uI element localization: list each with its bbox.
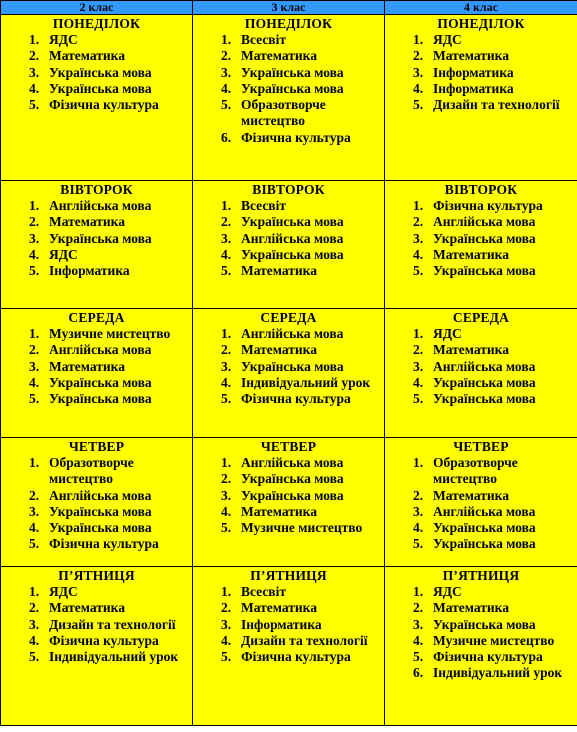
lesson-item <box>385 342 577 358</box>
lesson-number: 4. <box>413 80 424 96</box>
lesson-number: 4. <box>29 520 40 536</box>
lesson-list <box>193 455 384 536</box>
lesson-item <box>193 48 384 64</box>
lesson-item <box>193 617 384 633</box>
lesson-item <box>1 536 192 552</box>
lesson-item <box>193 633 384 649</box>
lesson-list <box>385 326 577 407</box>
lesson-item <box>385 391 577 407</box>
lesson-subject: Образотворче мистецтво <box>241 97 326 129</box>
lesson-number: 1. <box>221 455 232 470</box>
lesson-subject: ЯДС <box>433 326 462 341</box>
lesson-number: 4. <box>29 632 40 648</box>
lesson-number: 3. <box>221 616 232 632</box>
lesson-subject: Математика <box>49 214 126 230</box>
lesson-item <box>385 600 577 616</box>
lesson-subject: Всесвіт <box>241 32 286 47</box>
day-cell <box>1 438 193 567</box>
lesson-number: 2. <box>221 342 232 358</box>
lesson-number: 4. <box>221 80 232 96</box>
lesson-subject: Українська мова <box>433 616 536 632</box>
lesson-subject: Інформатика <box>433 80 514 96</box>
day-cell <box>385 309 577 438</box>
day-cell <box>1 309 193 438</box>
lesson-item <box>385 214 577 230</box>
lesson-number: 4. <box>413 374 424 390</box>
lesson-number: 3. <box>29 616 40 632</box>
lesson-item <box>385 375 577 391</box>
lesson-number: 6. <box>221 129 232 145</box>
lesson-item <box>385 455 577 488</box>
lesson-subject: Українська мова <box>49 503 152 519</box>
lesson-number: 3. <box>29 358 40 374</box>
lesson-subject: Українська мова <box>433 263 536 279</box>
lesson-subject: Англійська мова <box>49 487 152 503</box>
lesson-item <box>1 600 192 616</box>
lesson-number: 3. <box>29 230 40 246</box>
day-cell <box>385 181 577 309</box>
lesson-number: 3. <box>221 358 232 374</box>
lesson-item <box>193 600 384 616</box>
lesson-number: 5. <box>413 97 424 113</box>
day-title: П’ЯТНИЦЯ <box>442 568 520 583</box>
lesson-number: 3. <box>221 230 232 246</box>
lesson-subject: Математика <box>241 263 318 279</box>
lesson-item <box>193 584 384 600</box>
lesson-subject: Українська мова <box>241 64 344 80</box>
lesson-number: 5. <box>29 97 40 113</box>
lesson-item <box>1 263 192 279</box>
lesson-item <box>193 198 384 214</box>
lesson-subject: Фізична культура <box>433 649 543 665</box>
lesson-number: 1. <box>221 198 232 213</box>
lesson-item <box>193 391 384 407</box>
lesson-item <box>193 231 384 247</box>
lesson-subject: Математика <box>241 503 318 519</box>
day-title: П’ЯТНИЦЯ <box>58 568 135 583</box>
lesson-item <box>385 97 577 113</box>
lesson-number: 3. <box>413 616 424 632</box>
lesson-item <box>1 214 192 230</box>
lesson-item <box>193 471 384 487</box>
lesson-item <box>385 247 577 263</box>
lesson-number: 2. <box>29 600 40 616</box>
lesson-number: 1. <box>29 584 40 599</box>
lesson-item <box>1 198 192 214</box>
lesson-list <box>1 326 192 407</box>
lesson-subject: Українська мова <box>433 230 536 246</box>
lesson-subject: Фізична культура <box>241 129 351 145</box>
lesson-subject: Дизайн та технології <box>241 632 368 648</box>
lesson-subject: Українська мова <box>241 358 344 374</box>
lesson-item <box>1 375 192 391</box>
lesson-subject: ЯДС <box>49 32 78 47</box>
lesson-number: 2. <box>221 214 232 230</box>
lesson-number: 4. <box>29 246 40 262</box>
lesson-number: 5. <box>413 391 424 407</box>
lesson-subject: Фізична культура <box>433 198 543 213</box>
lesson-item <box>1 359 192 375</box>
lesson-subject: Українська мова <box>433 374 536 390</box>
lesson-item <box>385 617 577 633</box>
lesson-number: 1. <box>29 198 40 213</box>
lesson-subject: Англійська мова <box>241 230 344 246</box>
lesson-item <box>193 32 384 48</box>
day-cell <box>193 309 385 438</box>
lesson-number: 4. <box>29 80 40 96</box>
class-header: 3 клас <box>193 1 385 15</box>
day-cell <box>193 567 385 726</box>
lesson-subject: Фізична культура <box>49 536 159 552</box>
lesson-item <box>1 65 192 81</box>
lesson-item <box>385 488 577 504</box>
lesson-item <box>385 65 577 81</box>
lesson-number: 1. <box>29 455 40 470</box>
lesson-list <box>193 584 384 665</box>
lesson-number: 3. <box>221 64 232 80</box>
day-title: СЕРЕДА <box>452 310 510 325</box>
lesson-number: 2. <box>29 342 40 358</box>
lesson-subject: Математика <box>433 342 510 358</box>
lesson-subject: Математика <box>241 48 318 64</box>
lesson-number: 4. <box>413 246 424 262</box>
lesson-number: 5. <box>221 391 232 407</box>
lesson-item <box>385 520 577 536</box>
lesson-list <box>193 326 384 407</box>
day-title: ПОНЕДІЛОК <box>437 16 525 31</box>
day-cell <box>385 438 577 567</box>
lesson-number: 3. <box>413 230 424 246</box>
lesson-subject: Математика <box>433 600 510 616</box>
lesson-subject: Англійська мова <box>49 342 152 358</box>
lesson-number: 1. <box>413 584 424 599</box>
lesson-number: 1. <box>29 326 40 341</box>
lesson-number: 3. <box>413 358 424 374</box>
lesson-subject: ЯДС <box>49 246 78 262</box>
day-cell <box>193 181 385 309</box>
lesson-subject: Українська мова <box>241 471 344 487</box>
day-title: СЕРЕДА <box>68 310 125 325</box>
lesson-number: 2. <box>413 342 424 358</box>
lesson-subject: Англійська мова <box>241 455 344 470</box>
lesson-subject: Математика <box>433 487 510 503</box>
lesson-number: 3. <box>29 503 40 519</box>
lesson-subject: ЯДС <box>433 584 462 599</box>
lesson-number: 2. <box>221 48 232 64</box>
lesson-subject: Всесвіт <box>241 198 286 213</box>
lesson-number: 2. <box>413 48 424 64</box>
lesson-subject: Фізична культура <box>49 97 159 113</box>
lesson-number: 1. <box>29 32 40 47</box>
lesson-item <box>1 455 192 488</box>
lesson-subject: Індивідуальний урок <box>433 665 563 681</box>
lesson-subject: Українська мова <box>49 64 152 80</box>
day-row <box>1 438 577 567</box>
lesson-subject: Математика <box>49 600 126 616</box>
lesson-number: 4. <box>221 246 232 262</box>
lesson-number: 4. <box>413 520 424 536</box>
lesson-list <box>385 32 577 113</box>
lesson-subject: Математика <box>241 600 318 616</box>
lesson-item <box>193 326 384 342</box>
lesson-item <box>385 198 577 214</box>
lesson-subject: Українська мова <box>241 246 344 262</box>
lesson-number: 2. <box>413 214 424 230</box>
lesson-item <box>193 649 384 665</box>
lesson-subject: Музичне мистецтво <box>49 326 171 341</box>
lesson-subject: Англійська мова <box>241 326 344 341</box>
lesson-item <box>385 665 577 681</box>
lesson-number: 3. <box>29 64 40 80</box>
lesson-item <box>1 504 192 520</box>
day-cell <box>1 181 193 309</box>
lesson-number: 2. <box>221 471 232 487</box>
lesson-subject: Фізична культура <box>241 649 351 665</box>
lesson-item <box>193 455 384 471</box>
lesson-number: 4. <box>29 374 40 390</box>
lesson-number: 2. <box>29 48 40 64</box>
lesson-number: 1. <box>413 455 424 470</box>
lesson-item <box>1 81 192 97</box>
lesson-number: 3. <box>413 64 424 80</box>
lesson-list <box>1 455 192 553</box>
lesson-subject: Індивідуальний урок <box>49 649 179 665</box>
lesson-subject: Українська мова <box>49 80 152 96</box>
lesson-item <box>1 247 192 263</box>
lesson-subject: Математика <box>49 48 126 64</box>
lesson-item <box>1 32 192 48</box>
lesson-number: 3. <box>221 487 232 503</box>
lesson-subject: Дизайн та технології <box>433 97 560 113</box>
lesson-number: 5. <box>221 520 232 536</box>
lesson-item <box>385 584 577 600</box>
lesson-item <box>385 649 577 665</box>
lesson-number: 5. <box>29 649 40 665</box>
lesson-subject: Українська мова <box>433 520 536 536</box>
lesson-item <box>385 326 577 342</box>
lesson-item <box>193 81 384 97</box>
lesson-item <box>193 247 384 263</box>
day-title: ВІВТОРОК <box>444 182 518 197</box>
lesson-number: 4. <box>221 374 232 390</box>
lesson-number: 1. <box>413 32 424 47</box>
lesson-item <box>385 231 577 247</box>
lesson-list <box>1 198 192 279</box>
lesson-item <box>193 504 384 520</box>
lesson-number: 2. <box>29 214 40 230</box>
lesson-item <box>385 536 577 552</box>
lesson-item <box>1 584 192 600</box>
lesson-subject: Англійська мова <box>433 503 536 519</box>
day-title: СЕРЕДА <box>260 310 317 325</box>
lesson-list <box>385 455 577 553</box>
lesson-number: 5. <box>413 649 424 665</box>
day-row <box>1 567 577 726</box>
lesson-subject: Англійська мова <box>433 358 536 374</box>
lesson-item <box>1 48 192 64</box>
lesson-number: 2. <box>221 600 232 616</box>
lesson-item <box>385 633 577 649</box>
lesson-list <box>193 198 384 279</box>
lesson-subject: Англійська мова <box>49 198 152 213</box>
lesson-number: 5. <box>413 263 424 279</box>
lesson-subject: Образотворче мистецтво <box>49 455 134 487</box>
day-cell <box>385 15 577 181</box>
lesson-subject: ЯДС <box>433 32 462 47</box>
lesson-subject: Українська мова <box>241 214 344 230</box>
lesson-subject: Українська мова <box>49 391 152 407</box>
lesson-number: 4. <box>221 632 232 648</box>
lesson-subject: Українська мова <box>49 520 152 536</box>
lesson-number: 5. <box>221 97 232 113</box>
lesson-item <box>193 375 384 391</box>
class-header: 2 клас <box>1 1 193 15</box>
lesson-number: 3. <box>413 503 424 519</box>
lesson-item <box>385 504 577 520</box>
day-title: ЧЕТВЕР <box>68 439 125 454</box>
lesson-list <box>1 32 192 113</box>
day-cell <box>193 438 385 567</box>
lesson-list <box>1 584 192 665</box>
lesson-subject: Українська мова <box>49 230 152 246</box>
day-title: ЧЕТВЕР <box>260 439 317 454</box>
schedule-body <box>1 15 577 726</box>
lesson-subject: Дизайн та технології <box>49 616 176 632</box>
lesson-item <box>1 617 192 633</box>
day-row <box>1 309 577 438</box>
lesson-item <box>193 488 384 504</box>
lesson-item <box>193 520 384 536</box>
lesson-item <box>385 359 577 375</box>
day-title: ЧЕТВЕР <box>453 439 509 454</box>
lesson-subject: Музичне мистецтво <box>433 632 555 648</box>
day-cell <box>193 15 385 181</box>
lesson-number: 5. <box>29 263 40 279</box>
lesson-item <box>193 130 384 146</box>
lesson-subject: Інформатика <box>241 616 322 632</box>
lesson-number: 5. <box>29 536 40 552</box>
lesson-subject: Фізична культура <box>241 391 351 407</box>
lesson-item <box>193 359 384 375</box>
day-cell <box>1 567 193 726</box>
lesson-list <box>193 32 384 146</box>
lesson-item <box>1 97 192 113</box>
lesson-list <box>385 584 577 682</box>
lesson-number: 2. <box>413 600 424 616</box>
lesson-number: 4. <box>221 503 232 519</box>
day-row <box>1 15 577 181</box>
lesson-subject: Українська мова <box>241 487 344 503</box>
lesson-subject: Українська мова <box>49 374 152 390</box>
lesson-number: 1. <box>413 198 424 213</box>
lesson-item <box>385 81 577 97</box>
lesson-item <box>1 231 192 247</box>
lesson-item <box>1 342 192 358</box>
day-title: ВІВТОРОК <box>252 182 325 197</box>
lesson-item <box>193 342 384 358</box>
lesson-list <box>385 198 577 279</box>
lesson-subject: Інформатика <box>49 263 130 279</box>
lesson-number: 5. <box>221 263 232 279</box>
lesson-item <box>1 633 192 649</box>
lesson-number: 2. <box>413 487 424 503</box>
lesson-subject: Математика <box>433 246 510 262</box>
lesson-subject: Математика <box>433 48 510 64</box>
day-row <box>1 181 577 309</box>
class-header: 4 клас <box>385 1 577 15</box>
lesson-number: 1. <box>413 326 424 341</box>
lesson-number: 5. <box>413 536 424 552</box>
lesson-subject: ЯДС <box>49 584 78 599</box>
lesson-subject: Фізична культура <box>49 632 159 648</box>
lesson-item <box>193 263 384 279</box>
day-title: ВІВТОРОК <box>60 182 133 197</box>
lesson-subject: Англійська мова <box>433 214 536 230</box>
lesson-item <box>193 65 384 81</box>
lesson-item <box>385 263 577 279</box>
day-title: П’ЯТНИЦЯ <box>250 568 327 583</box>
day-title: ПОНЕДІЛОК <box>52 16 141 31</box>
day-cell <box>1 15 193 181</box>
lesson-subject: Музичне мистецтво <box>241 520 363 536</box>
lesson-number: 5. <box>29 391 40 407</box>
lesson-subject: Всесвіт <box>241 584 286 599</box>
lesson-subject: Образотворче мистецтво <box>433 455 518 487</box>
lesson-item <box>1 488 192 504</box>
lesson-number: 2. <box>29 487 40 503</box>
lesson-subject: Математика <box>49 358 126 374</box>
lesson-number: 6. <box>413 665 424 681</box>
lesson-number: 1. <box>221 326 232 341</box>
lesson-subject: Індивідуальний урок <box>241 374 371 390</box>
day-cell <box>385 567 577 726</box>
lesson-item <box>1 520 192 536</box>
lesson-subject: Математика <box>241 342 318 358</box>
lesson-item <box>1 649 192 665</box>
lesson-item <box>1 391 192 407</box>
lesson-item <box>193 97 384 130</box>
lesson-item <box>385 32 577 48</box>
lesson-item <box>1 326 192 342</box>
lesson-number: 4. <box>413 632 424 648</box>
lesson-number: 5. <box>221 649 232 665</box>
lesson-number: 1. <box>221 584 232 599</box>
lesson-subject: Інформатика <box>433 64 514 80</box>
day-title: ПОНЕДІЛОК <box>244 16 333 31</box>
lesson-number: 1. <box>221 32 232 47</box>
lesson-item <box>385 48 577 64</box>
lesson-subject: Українська мова <box>433 391 536 407</box>
lesson-subject: Українська мова <box>433 536 536 552</box>
lesson-subject: Українська мова <box>241 80 344 96</box>
lesson-item <box>193 214 384 230</box>
header-row <box>1 1 577 15</box>
